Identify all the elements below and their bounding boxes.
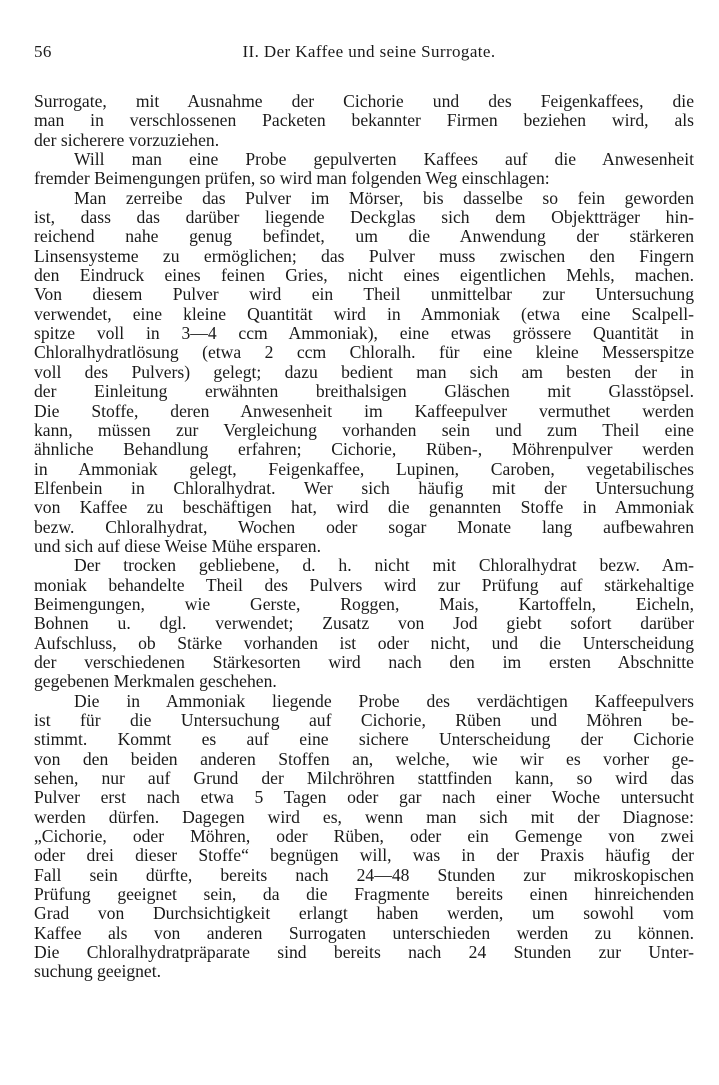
text-line: Man zerreibe das Pulver im Mörser, bis dasselbe so fein geworden (74, 187, 694, 208)
text-line: Aufschluss, ob Stärke vorhanden ist oder nicht, und die Unterscheidung (34, 632, 694, 653)
text-line: ist für die Untersuchung auf Cichorie, Rüben und Möhren be- (34, 710, 694, 730)
text-line: Chloralhydratlösung (etwa 2 ccm Chloralh. für eine kleine Messerspitze (34, 342, 694, 363)
text-line: oder drei dieser Stoffe“ begnügen will, was in der Praxis häufig der (34, 845, 694, 866)
text-line: der verschiedenen Stärkesorten wird nach den im ersten Abschnitte (34, 651, 694, 672)
text-line: spitze voll in 3—4 ccm Ammoniak), eine etwas grössere Quantität in (34, 323, 694, 344)
text-line: Will man eine Probe gepulverten Kaffees auf die Anwesenheit (74, 149, 694, 170)
text-line: und sich auf diese Weise Mühe ersparen. (34, 535, 321, 556)
text-line: von den beiden anderen Stoffen an, welche, wie wir es vorher ge- (34, 748, 694, 769)
paragraph (34, 692, 694, 982)
text-line: Beimengungen, wie Gerste, Roggen, Mais, Kartoffeln, Eicheln, (34, 593, 694, 614)
running-head: II. Der Kaffee und seine Surrogate. (242, 42, 496, 61)
text-line: ist, dass das darüber liegende Deckglas sich dem Objektträger hin- (34, 207, 694, 228)
text-line: Linsensysteme zu ermöglichen; das Pulver muss zwischen den Fingern (34, 245, 694, 266)
text-line: sehen, nur auf Grund der Milchröhren stattfinden kann, so wird das (34, 768, 694, 789)
text-line: verwendet, eine kleine Quantität wird in Ammoniak (etwa eine Scalpell- (34, 303, 694, 324)
paragraph (34, 189, 694, 557)
text-line: werden dürfen. Dagegen wird es, wenn man sich mit der Diagnose: (34, 806, 694, 827)
text-line: „Cichorie, oder Möhren, oder Rüben, oder ein Gemenge von zwei (34, 826, 694, 847)
text-line: in Ammoniak gelegt, Feigenkaffee, Lupinen, Caroben, vegetabilisches (34, 458, 694, 479)
text-line: Die in Ammoniak liegende Probe des verdächtigen Kaffeepulvers (74, 690, 694, 711)
paragraph (34, 556, 694, 691)
text-line: von Kaffee zu beschäftigen hat, wird die genannten Stoffe in Ammoniak (34, 497, 694, 518)
text-line: Von diesem Pulver wird ein Theil unmittelbar zur Untersuchung (34, 284, 694, 305)
text-line: man in verschlossenen Packeten bekannter Firmen beziehen wird, als (34, 110, 694, 131)
text-line: Grad von Durchsichtigkeit erlangt haben werden, um sowohl vom (34, 903, 694, 924)
text-line: Elfenbein in Chloralhydrat. Wer sich häufig mit der Untersuchung (34, 477, 694, 498)
text-line: Kaffee als von anderen Surrogaten unterschieden werden zu können. (34, 922, 694, 943)
text-line: stimmt. Kommt es auf eine sichere Unterscheidung der Cichorie (34, 729, 694, 750)
text-line: reichend nahe genug befindet, um die Anwendung der stärkeren (34, 226, 694, 247)
text-line: Prüfung geeignet sein, da die Fragmente bereits einen hinreichenden (34, 884, 694, 905)
text-line: moniak behandelte Theil des Pulvers wird zur Prüfung auf stärkehaltige (34, 574, 694, 595)
text-line: Fall sein dürfte, bereits nach 24—48 Stunden zur mikroskopischen (34, 864, 694, 885)
text-line: fremder Beimengungen prüfen, so wird man folgenden Weg einschlagen: (34, 168, 550, 189)
text-line: gegebenen Merkmalen geschehen. (34, 671, 277, 692)
text-line: suchung geeignet. (34, 961, 162, 982)
text-line: Bohnen u. dgl. verwendet; Zusatz von Jod giebt sofort darüber (34, 613, 694, 634)
text-line: ähnliche Behandlung erfahren; Cichorie, Rüben-, Möhrenpulver werden (34, 439, 694, 460)
text-line: der sicherere vorzuziehen. (34, 129, 220, 150)
text-line: Der trocken gebliebene, d. h. nicht mit Chloralhydrat bezw. Am- (74, 555, 694, 576)
text-line: bezw. Chloralhydrat, Wochen oder sogar Monate lang aufbewahren (34, 516, 694, 537)
text-line: Pulver erst nach etwa 5 Tagen oder gar nach einer Woche untersucht (34, 787, 694, 808)
text-line: Surrogate, mit Ausnahme der Cichorie und des Feigenkaffees, die (34, 91, 694, 111)
document-page (34, 30, 694, 982)
text-line: kann, müssen zur Vergleichung vorhanden sein und zum Theil eine (34, 419, 694, 440)
page-header (34, 30, 694, 70)
text-line: Die Stoffe, deren Anwesenheit im Kaffeepulver vermuthet werden (34, 400, 694, 421)
text-line: den Eindruck eines feinen Gries, nicht eines eigentlichen Mehls, machen. (34, 265, 694, 286)
text-line: der Einleitung erwähnten breithalsigen Gläschen mit Glasstöpsel. (34, 381, 694, 402)
paragraph (34, 150, 694, 189)
text-line: Die Chloralhydratpräparate sind bereits nach 24 Stunden zur Unter- (34, 942, 694, 963)
body-text (34, 92, 694, 982)
paragraph (34, 92, 694, 150)
text-line: voll des Pulvers) gelegt; dazu bedient man sich am besten der in (34, 361, 694, 382)
page-number: 56 (34, 42, 52, 61)
